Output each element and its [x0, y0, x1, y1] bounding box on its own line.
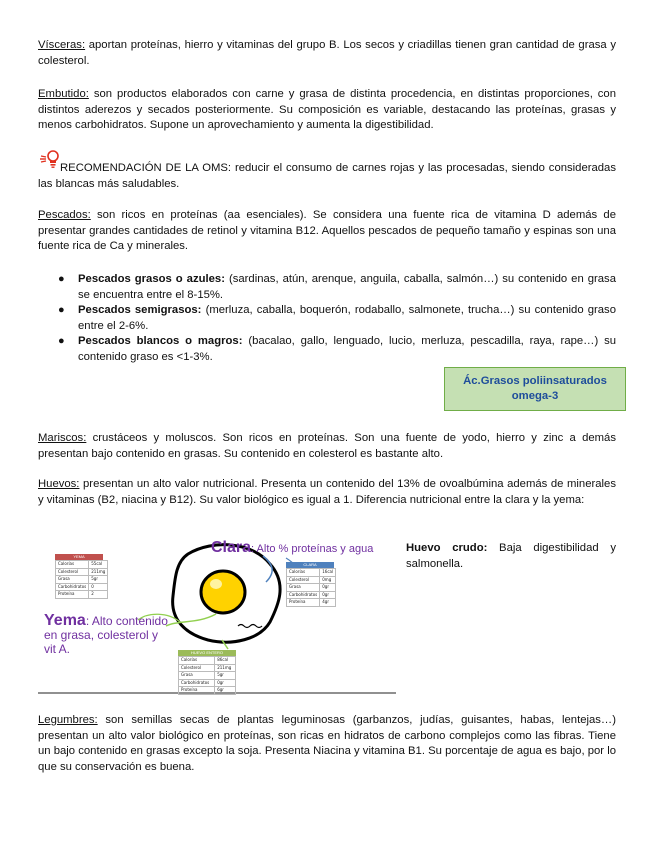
visceras-text: aportan proteínas, hierro y vitaminas del grupo B. Los secos y criadillas tienen gran cantidad de grasa y colesterol. [38, 39, 616, 67]
bullet-icon: ● [58, 273, 65, 285]
clara-label [211, 539, 373, 557]
table-cell: Calorías [179, 657, 215, 665]
yema-desc-line3: vit A. [44, 642, 71, 656]
embutido-text: son productos elaborados con carne y grasa de distinta procedencia, en distintas proporciones, con distintos aderezos y secados posteriormente. Su composición es variable, destacando las proteínas, grasas y menos carbohidratos. Supone un aprovechamiento y aumenta la digestibilidad. [38, 88, 616, 131]
table-cell: Calorías [287, 569, 320, 577]
table-cell: 0gr [320, 584, 336, 592]
table-cell: Carbohidratos [179, 679, 215, 687]
bullet-icon: ● [58, 335, 65, 347]
yema-desc-line2: en grasa, colesterol y [44, 628, 159, 642]
huevo-entero-nutrition-table [178, 650, 236, 695]
yema-label [44, 614, 184, 656]
yema-table-header: YEMA [55, 554, 103, 560]
yema-desc-line1: : Alto contenido [85, 614, 168, 628]
table-cell: 0mg [320, 576, 336, 584]
legumbres-text: son semillas secas de plantas leguminosas (garbanzos, judías, guisantes, habas, lentejas…) presentan un alto valor biológico en proteínas, son ricas en hidratos de carbono complejos como las fibras. Tiene un bajo contenido en grasas excepto la soja. Presenta Niacina y vitamina B1. Su porcentaje de agua es bajo, por lo que su conservación es buena. [38, 714, 616, 773]
pescados-paragraph [38, 208, 616, 255]
yema-title: Yema [44, 612, 86, 629]
table-cell: Calorías [56, 561, 89, 569]
list-item [38, 303, 616, 334]
table-cell: Carbohidratos [56, 583, 89, 591]
huevo-crudo-text: Baja digestibilidad y salmonella. [406, 542, 616, 570]
table-cell: Carbohidratos [287, 591, 320, 599]
egg-nutrition-figure [38, 534, 398, 694]
oms-paragraph: RECOMENDACIÓN DE LA OMS: reducir el consumo de carnes rojas y las procesadas, siendo consideradas las blancas más saludables. [38, 162, 616, 190]
list-item [38, 272, 616, 303]
huevos-term: Huevos: [38, 478, 80, 490]
mariscos-text: crustáceos y moluscos. Son ricos en proteínas. Son una fuente de yodo, hierro y zinc a demás presentan bajo contenido en grasas. Su contenido en colesterol es bastante alto. [38, 432, 616, 460]
clara-table-header: CLARA [286, 562, 334, 568]
table-cell: Proteína [287, 599, 320, 607]
table-cell: 55cal [89, 561, 108, 569]
table-cell: 4gr [320, 599, 336, 607]
yema-nutrition-table [55, 554, 106, 599]
table-cell: 6gr [215, 687, 236, 695]
table-cell: Colesterol [179, 664, 215, 672]
huevo-crudo-label: Huevo crudo: [406, 542, 488, 554]
mariscos-paragraph [38, 431, 616, 462]
fish-type-text: (merluza, caballa, boquerón, rodaballo, salmonete, trucha…) su contenido graso entre el 2-6%. [78, 304, 616, 332]
visceras-term: Vísceras: [38, 39, 86, 51]
table-cell: 0gr [320, 591, 336, 599]
legumbres-paragraph [38, 713, 616, 775]
embutido-term: Embutido: [38, 88, 89, 100]
table-cell: 211mg [89, 568, 108, 576]
table-cell: Grasa [179, 672, 215, 680]
table-cell: Proteína [56, 591, 89, 599]
table-cell: Colesterol [287, 576, 320, 584]
clara-nutrition-table [286, 562, 334, 607]
huevo-table-header: HUEVO ENTERO [178, 650, 236, 656]
pescados-term: Pescados: [38, 209, 91, 221]
table-cell: 2 [89, 591, 108, 599]
table-cell: Grasa [287, 584, 320, 592]
clara-desc: : Alto % proteínas y agua [251, 543, 374, 555]
omega3-callout-box: Ác.Grasos poliinsaturados omega-3 [444, 367, 626, 411]
visceras-paragraph [38, 38, 616, 69]
huevo-crudo-paragraph [406, 541, 616, 572]
bullet-icon: ● [58, 304, 65, 316]
table-cell: 211mg [215, 664, 236, 672]
embutido-paragraph [38, 87, 616, 134]
table-cell: Grasa [56, 576, 89, 584]
fish-type-text: (sardinas, atún, arenque, anguila, caballa, salmón…) su contenido en grasa se encuentra entre el 8-15%. [78, 273, 616, 301]
table-cell: 0 [89, 583, 108, 591]
fish-type-label: Pescados semigrasos: [78, 304, 202, 316]
legumbres-term: Legumbres: [38, 714, 98, 726]
pescados-text: son ricos en proteínas (aa esenciales). Se considera una fuente rica de vitamina D además de presentar grandes cantidades de retinol y vitamina B12. Aquellos pescados de pequeño tamaño y espinas son una fuente rica de Ca y minerales. [38, 209, 616, 252]
huevos-text: presentan un alto valor nutricional. Presenta un contenido del 13% de ovoalbúmina además de minerales y vitaminas (B2, niacina y B12). Su valor biológico es igual a 1. Diferencia nutricional entre la clara y la yema: [38, 478, 616, 506]
table-cell: 0gr [215, 679, 236, 687]
fish-type-label: Pescados grasos o azules: [78, 273, 225, 285]
table-cell: 16cal [320, 569, 336, 577]
table-cell: 5gr [89, 576, 108, 584]
list-item [38, 334, 616, 365]
table-cell: 5gr [215, 672, 236, 680]
table-cell: Proteína [179, 687, 215, 695]
mariscos-term: Mariscos: [38, 432, 87, 444]
fish-type-text: (bacalao, gallo, lenguado, lucio, merluza, pescadilla, raya, rape…) su contenido graso es <1-3%. [78, 335, 617, 363]
fish-types-list [38, 272, 616, 365]
clara-title: Clara [211, 539, 252, 556]
table-cell: 86cal [215, 657, 236, 665]
fish-type-label: Pescados blancos o magros: [78, 335, 243, 347]
table-cell: Colesterol [56, 568, 89, 576]
huevos-paragraph [38, 477, 616, 508]
